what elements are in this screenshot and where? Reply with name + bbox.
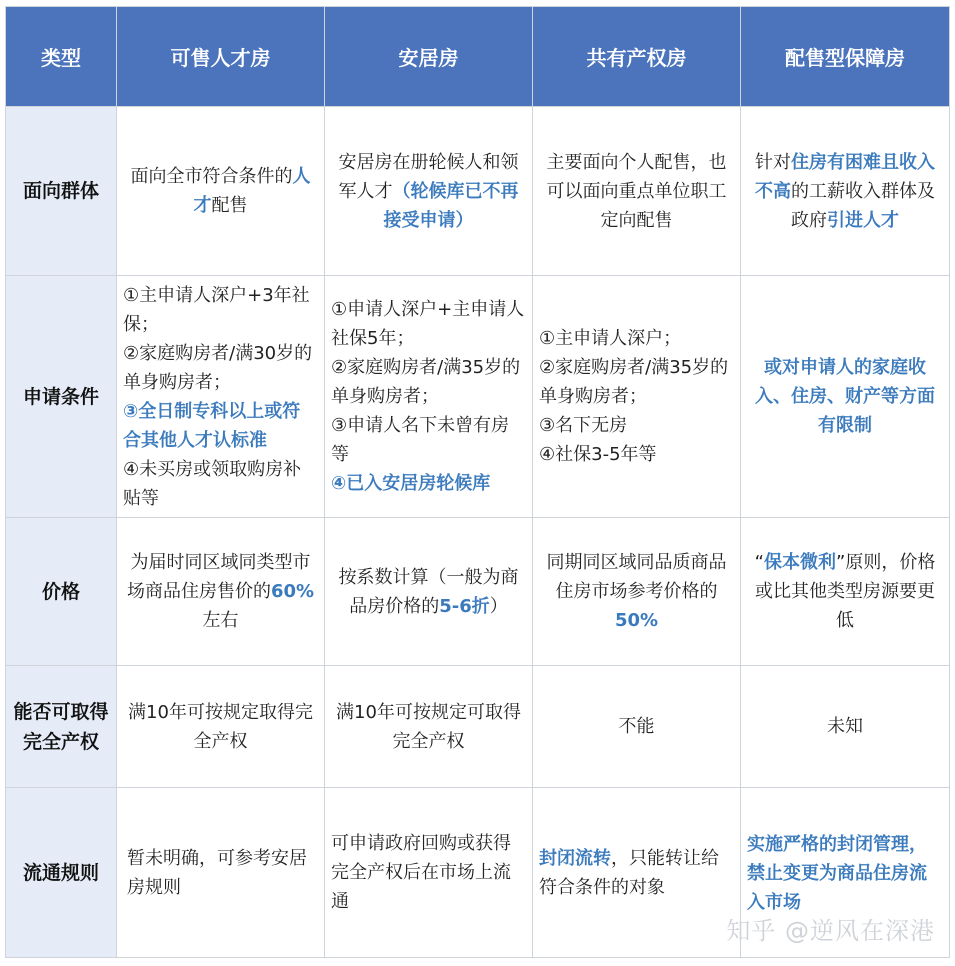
header-shared-property-housing: 共有产权房 [533,7,741,107]
row-label-target-group: 面向群体 [6,107,117,276]
cell-group-settlement [325,107,533,276]
cell-group-talent [117,107,325,276]
cell-text: 针对 [755,151,791,173]
cell-price-settlement [325,518,533,666]
cell-text: 按系数计算（一般为商品房价格的 [338,566,519,617]
condition-item: ④未买房或领取购房补贴等 [123,458,302,509]
condition-item-highlight: ③全日制专科以上或符合其他人才认标准 [123,400,301,451]
row-label-line: 能否可取得 [13,700,109,723]
highlight-text: 保本微利 [764,552,836,573]
cell-cond-talent [117,276,325,518]
cell-text: 同期同区域同品质商品住房市场参考价格的 [546,552,727,602]
condition-item: ②家庭购房者/满35岁的单身购房者； [539,357,729,407]
row-label-price: 价格 [6,518,117,666]
cell-text: ，只能转让给符合条件的对象 [539,847,719,898]
condition-item: ①主申请人深户+3年社保； [123,284,310,335]
header-settlement-housing: 安居房 [325,7,533,107]
cell-text: 左右 [202,610,239,631]
cell-group-shared [533,107,741,276]
highlight-text: 50% [614,610,659,631]
cell-flow-shared [533,788,741,958]
cell-text: 为届时同区域同类型市场商品住房售价的 [126,552,311,602]
cell-ownership-shared: 不能 [533,666,741,788]
cell-price-shared [533,518,741,666]
cell-text: 配售 [211,195,248,216]
cell-text: “ [754,552,764,573]
row-conditions [6,276,950,518]
cell-text: 的工薪收入群体及政府 [791,180,935,231]
cell-cond-affordable: 或对申请人的家庭收入、住房、财产等方面有限制 [741,276,950,518]
condition-item: ①主申请人深户； [539,328,682,349]
highlight-text: 人才 [193,166,311,216]
condition-item: ③申请人名下未曾有房等 [331,415,510,465]
cell-ownership-settlement: 满10年可按规定可取得完全产权 [325,666,533,788]
row-ownership [6,666,950,788]
condition-item: ②家庭购房者/满35岁的单身购房者； [331,357,521,407]
cell-text: ”原则，价格或比其他类型房源要更低 [755,552,936,631]
row-label-line: 完全产权 [22,730,99,753]
cell-text: 安居房在册轮候人和领军人才 [338,151,519,202]
cell-text: ） [489,595,508,617]
cell-group-affordable [741,107,950,276]
cell-flow-settlement: 可申请政府回购或获得完全产权后在市场上流通 [325,788,533,958]
condition-item: ④社保3-5年等 [539,444,657,465]
condition-item-highlight: ④已入安居房轮候库 [331,473,491,494]
cell-price-affordable [741,518,950,666]
highlight-text: 5-6折 [439,595,490,617]
header-type: 类型 [6,7,117,107]
cell-cond-shared [533,276,741,518]
row-label-conditions: 申请条件 [6,276,117,518]
comparison-table [5,6,950,958]
watermark: 知乎 @逆风在深港 [726,917,935,945]
highlight-text: 封闭流转 [539,847,611,869]
cell-flow-talent: 暂未明确，可参考安居房规则 [117,788,325,958]
condition-item: ①申请人深户+主申请人社保5年； [331,299,525,349]
row-price [6,518,950,666]
header-affordable-sale-housing: 配售型保障房 [741,7,950,107]
highlight-text: 60% [270,581,315,602]
cell-text: 面向全市符合条件的 [130,166,293,187]
cell-text: 主要面向个人配售，也可以面向重点单位职工定向配售 [546,151,727,231]
row-label-circulation: 流通规则 [6,788,117,958]
row-target-group [6,107,950,276]
cell-price-talent [117,518,325,666]
highlight-text: 引进人才 [827,209,899,231]
condition-item: ②家庭购房者/满30岁的单身购房者； [123,342,313,393]
header-row [6,7,950,107]
cell-cond-settlement [325,276,533,518]
condition-item: ③名下无房 [539,415,628,436]
highlight-text: 住房有困难且收入不高 [755,151,935,202]
cell-ownership-talent: 满10年可按规定取得完全产权 [117,666,325,788]
row-label-ownership [6,666,117,788]
highlight-text: （轮候库已不再接受申请） [383,180,519,231]
cell-flow-affordable: 实施严格的封闭管理，禁止变更为商品住房流入市场 [741,788,950,958]
cell-ownership-affordable: 未知 [741,666,950,788]
header-talent-housing: 可售人才房 [117,7,325,107]
